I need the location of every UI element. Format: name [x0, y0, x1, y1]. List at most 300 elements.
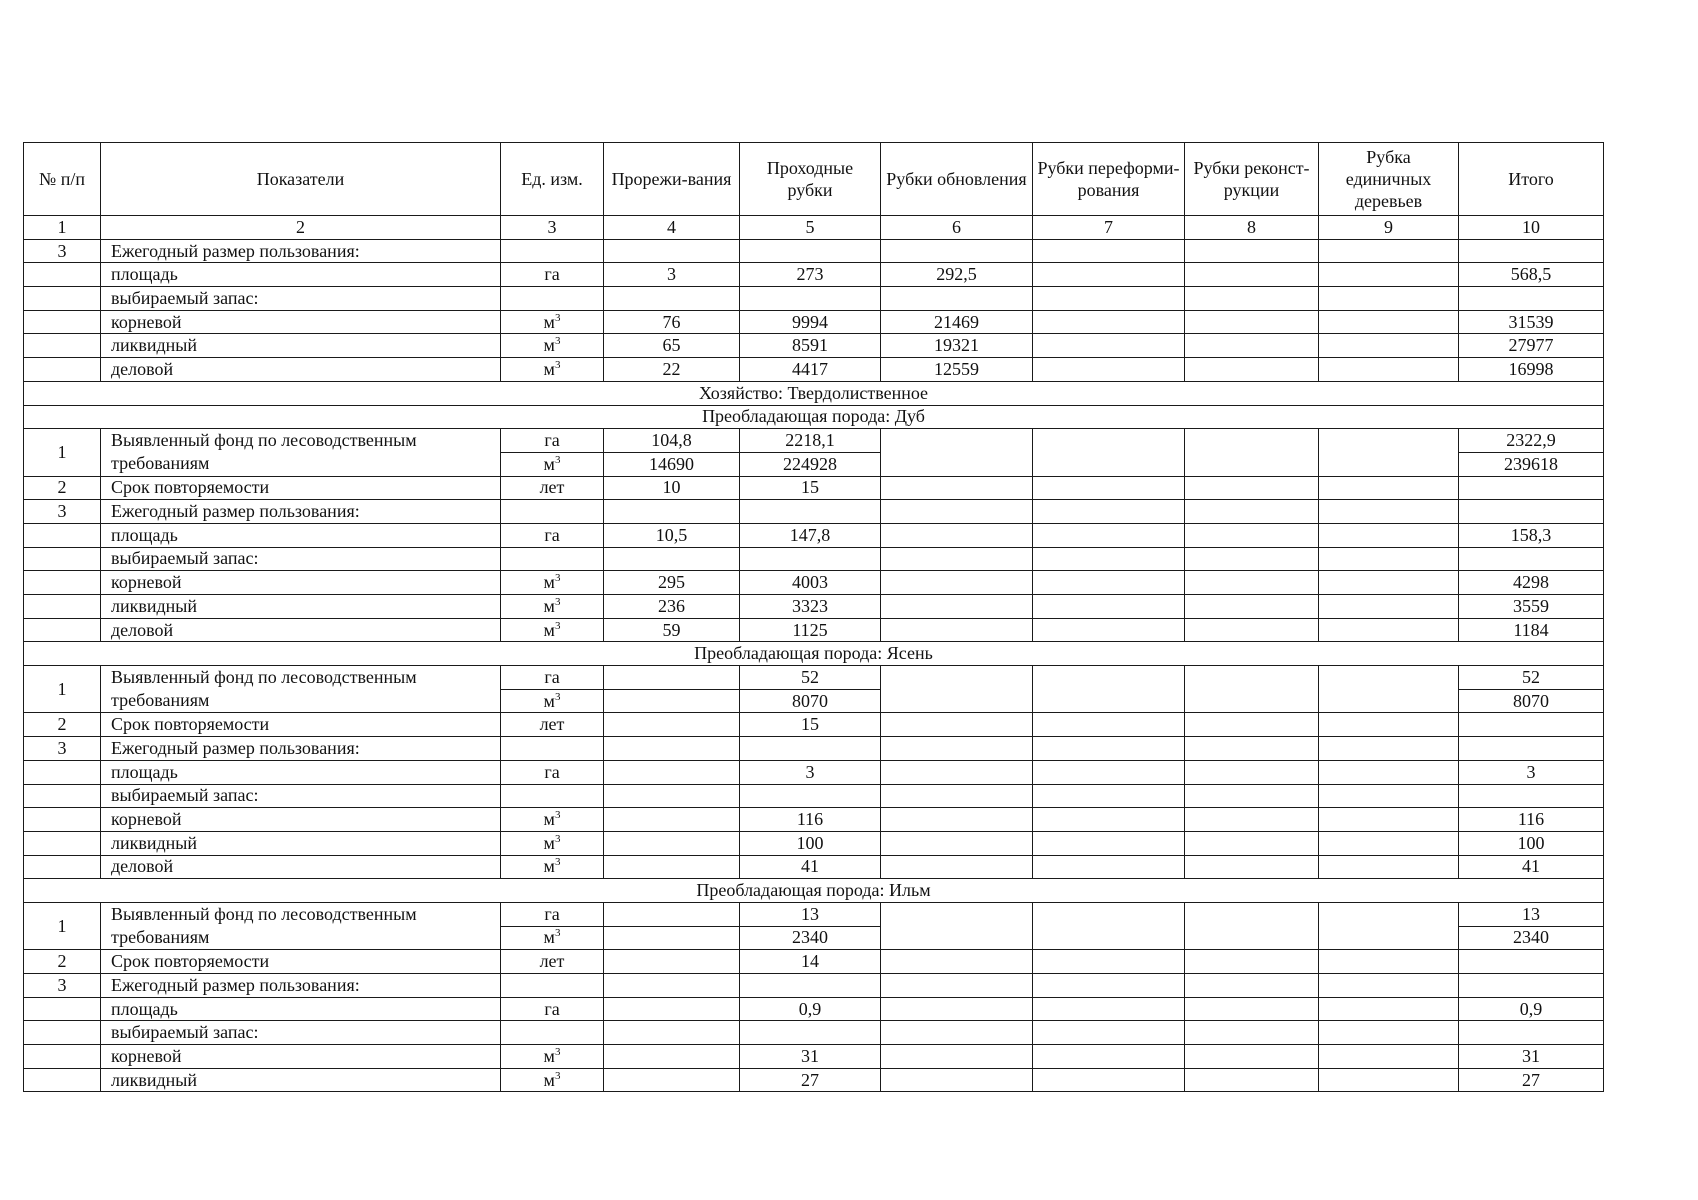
indicator-name: выбираемый запас:: [101, 547, 501, 571]
passage-cuts-value: 0,9: [740, 997, 881, 1021]
thinning-value: [604, 666, 740, 690]
forest-use-table: [23, 142, 1604, 1092]
empty-cell: [1319, 239, 1459, 263]
empty-cell: [1033, 974, 1185, 998]
passage-cuts-value: 52: [740, 666, 881, 690]
empty-cell: [881, 429, 1033, 476]
total-value: [1459, 239, 1604, 263]
fund-row-area: [24, 666, 1604, 690]
empty-cell: [1319, 855, 1459, 879]
renewal-cuts-value: [881, 808, 1033, 832]
section-title: Преобладающая порода: Ясень: [24, 642, 1604, 666]
empty-cell: [1185, 855, 1319, 879]
empty-cell: [1185, 997, 1319, 1021]
fund-row-area: [24, 429, 1604, 453]
unit-text: м: [543, 595, 555, 616]
total-value: [1459, 974, 1604, 998]
unit-exponent: 3: [554, 311, 561, 324]
passage-cuts-value: [740, 287, 881, 311]
thinning-value: [604, 500, 740, 524]
column-number: 8: [1185, 216, 1319, 240]
empty-cell: [1319, 429, 1459, 476]
table-row: [24, 737, 1604, 761]
empty-cell: [1319, 476, 1459, 500]
thinning-value: [604, 737, 740, 761]
empty-cell: [1185, 950, 1319, 974]
empty-cell: [1033, 1068, 1185, 1092]
empty-cell: [1185, 760, 1319, 784]
unit-text: м: [543, 690, 555, 711]
unit-cell: [501, 358, 604, 382]
renewal-cuts-value: [881, 1045, 1033, 1069]
unit-text: м: [543, 1069, 555, 1090]
header-cell-passage-cuts: Проходные рубки: [740, 143, 881, 216]
empty-cell: [1033, 855, 1185, 879]
unit-cell: [501, 974, 604, 998]
thinning-value: [604, 1045, 740, 1069]
passage-cuts-value: 9994: [740, 310, 881, 334]
column-number: 1: [24, 216, 101, 240]
passage-cuts-value: [740, 974, 881, 998]
unit-exponent: 3: [554, 453, 561, 466]
table-row: [24, 1068, 1604, 1092]
row-number: [24, 784, 101, 808]
unit-cell: лет: [501, 950, 604, 974]
renewal-cuts-value: [881, 476, 1033, 500]
renewal-cuts-value: [881, 855, 1033, 879]
thinning-value: 59: [604, 618, 740, 642]
empty-cell: [1319, 902, 1459, 949]
unit-cell: [501, 831, 604, 855]
thinning-value: [604, 831, 740, 855]
passage-cuts-value: 14: [740, 950, 881, 974]
table-row: [24, 713, 1604, 737]
empty-cell: [1185, 429, 1319, 476]
total-value: [1459, 547, 1604, 571]
empty-cell: [1033, 737, 1185, 761]
unit-exponent: 3: [554, 619, 561, 632]
table-row: [24, 239, 1604, 263]
total-value: [1459, 500, 1604, 524]
total-value: 2340: [1459, 926, 1604, 950]
unit-exponent: 3: [554, 572, 561, 585]
row-number: [24, 808, 101, 832]
unit-cell: [501, 547, 604, 571]
table-row: [24, 855, 1604, 879]
total-value: 568,5: [1459, 263, 1604, 287]
table-row: [24, 760, 1604, 784]
row-number: [24, 1021, 101, 1045]
table-row: [24, 523, 1604, 547]
empty-cell: [1033, 429, 1185, 476]
renewal-cuts-value: [881, 950, 1033, 974]
unit-text: м: [543, 927, 555, 948]
unit-cell: [501, 618, 604, 642]
empty-cell: [1319, 784, 1459, 808]
indicator-name: Выявленный фонд по лесоводственным требованиям: [101, 902, 501, 949]
empty-cell: [1319, 571, 1459, 595]
row-number: [24, 1068, 101, 1092]
unit-exponent: 3: [554, 690, 561, 703]
indicator-name: корневой: [101, 808, 501, 832]
indicator-name: деловой: [101, 618, 501, 642]
thinning-value: [604, 902, 740, 926]
empty-cell: [1185, 784, 1319, 808]
empty-cell: [1185, 263, 1319, 287]
row-number: [24, 263, 101, 287]
empty-cell: [1319, 950, 1459, 974]
section-row: [24, 405, 1604, 429]
renewal-cuts-value: [881, 713, 1033, 737]
passage-cuts-value: 273: [740, 263, 881, 287]
thinning-value: [604, 689, 740, 713]
total-value: [1459, 784, 1604, 808]
unit-text: м: [543, 453, 555, 474]
passage-cuts-value: 100: [740, 831, 881, 855]
row-number: 2: [24, 950, 101, 974]
header-cell-indicators: Показатели: [101, 143, 501, 216]
unit-text: м: [543, 358, 555, 379]
section-row: [24, 381, 1604, 405]
row-number: 1: [24, 666, 101, 713]
passage-cuts-value: [740, 784, 881, 808]
row-number: [24, 1045, 101, 1069]
row-number: [24, 287, 101, 311]
passage-cuts-value: 31: [740, 1045, 881, 1069]
total-value: [1459, 737, 1604, 761]
total-value: 31: [1459, 1045, 1604, 1069]
renewal-cuts-value: [881, 737, 1033, 761]
renewal-cuts-value: [881, 618, 1033, 642]
indicator-name: Ежегодный размер пользования:: [101, 239, 501, 263]
total-value: 239618: [1459, 452, 1604, 476]
row-number: 3: [24, 239, 101, 263]
indicator-name: Срок повторяемости: [101, 476, 501, 500]
unit-cell: [501, 310, 604, 334]
renewal-cuts-value: 21469: [881, 310, 1033, 334]
total-value: 13: [1459, 902, 1604, 926]
table-row: [24, 974, 1604, 998]
total-value: [1459, 950, 1604, 974]
row-number: [24, 358, 101, 382]
passage-cuts-value: 8070: [740, 689, 881, 713]
row-number: [24, 334, 101, 358]
row-number: 1: [24, 429, 101, 476]
thinning-value: [604, 1068, 740, 1092]
thinning-value: [604, 760, 740, 784]
empty-cell: [1033, 476, 1185, 500]
empty-cell: [1033, 760, 1185, 784]
passage-cuts-value: 224928: [740, 452, 881, 476]
indicator-name: корневой: [101, 310, 501, 334]
table-row: [24, 287, 1604, 311]
thinning-value: 3: [604, 263, 740, 287]
section-row: [24, 642, 1604, 666]
indicator-name: деловой: [101, 358, 501, 382]
passage-cuts-value: 4003: [740, 571, 881, 595]
table-row: [24, 1021, 1604, 1045]
row-number: [24, 523, 101, 547]
passage-cuts-value: 2218,1: [740, 429, 881, 453]
table-row: [24, 784, 1604, 808]
unit-exponent: 3: [554, 358, 561, 371]
empty-cell: [1185, 666, 1319, 713]
column-number: 4: [604, 216, 740, 240]
renewal-cuts-value: [881, 571, 1033, 595]
empty-cell: [1033, 713, 1185, 737]
empty-cell: [1319, 595, 1459, 619]
indicator-name: ликвидный: [101, 595, 501, 619]
table-row: [24, 595, 1604, 619]
total-value: [1459, 1021, 1604, 1045]
thinning-value: [604, 808, 740, 832]
unit-cell: га: [501, 523, 604, 547]
empty-cell: [1319, 523, 1459, 547]
empty-cell: [1185, 595, 1319, 619]
row-number: 2: [24, 476, 101, 500]
unit-text: м: [543, 832, 555, 853]
thinning-value: [604, 239, 740, 263]
indicator-name: Выявленный фонд по лесоводственным требованиям: [101, 429, 501, 476]
column-number: 7: [1033, 216, 1185, 240]
table-row: [24, 618, 1604, 642]
empty-cell: [1319, 334, 1459, 358]
row-number: [24, 855, 101, 879]
table-row: [24, 1045, 1604, 1069]
table-row: [24, 808, 1604, 832]
renewal-cuts-value: [881, 547, 1033, 571]
indicator-name: Ежегодный размер пользования:: [101, 737, 501, 761]
unit-exponent: 3: [554, 809, 561, 822]
empty-cell: [1319, 618, 1459, 642]
total-value: 2322,9: [1459, 429, 1604, 453]
unit-text: м: [543, 311, 555, 332]
table-header: [24, 143, 1604, 216]
empty-cell: [1033, 287, 1185, 311]
unit-text: м: [543, 619, 555, 640]
total-value: 3559: [1459, 595, 1604, 619]
renewal-cuts-value: [881, 500, 1033, 524]
thinning-value: 14690: [604, 452, 740, 476]
total-value: 41: [1459, 855, 1604, 879]
row-number: [24, 618, 101, 642]
section-title: Хозяйство: Твердолиственное: [24, 381, 1604, 405]
renewal-cuts-value: [881, 287, 1033, 311]
empty-cell: [1185, 808, 1319, 832]
unit-cell: [501, 808, 604, 832]
row-number: [24, 997, 101, 1021]
column-number: 10: [1459, 216, 1604, 240]
header-cell-reformation-cuts: Рубки переформи-рования: [1033, 143, 1185, 216]
table-row: [24, 547, 1604, 571]
unit-exponent: 3: [554, 832, 561, 845]
total-value: [1459, 287, 1604, 311]
indicator-name: корневой: [101, 571, 501, 595]
empty-cell: [1033, 263, 1185, 287]
empty-cell: [1319, 310, 1459, 334]
unit-cell: га: [501, 263, 604, 287]
total-value: [1459, 713, 1604, 737]
empty-cell: [1185, 831, 1319, 855]
empty-cell: [1033, 902, 1185, 949]
unit-cell: [501, 595, 604, 619]
total-value: 27977: [1459, 334, 1604, 358]
empty-cell: [1033, 547, 1185, 571]
table-row: [24, 950, 1604, 974]
indicator-name: ликвидный: [101, 334, 501, 358]
empty-cell: [1185, 737, 1319, 761]
unit-text: м: [543, 572, 555, 593]
indicator-name: Срок повторяемости: [101, 950, 501, 974]
empty-cell: [1319, 1021, 1459, 1045]
unit-cell: [501, 1068, 604, 1092]
header-cell-no: № п/п: [24, 143, 101, 216]
row-number: [24, 831, 101, 855]
empty-cell: [1033, 784, 1185, 808]
thinning-value: 65: [604, 334, 740, 358]
empty-cell: [1033, 500, 1185, 524]
empty-cell: [1185, 310, 1319, 334]
table-row: [24, 310, 1604, 334]
thinning-value: [604, 547, 740, 571]
empty-cell: [881, 902, 1033, 949]
section-title: Преобладающая порода: Ильм: [24, 879, 1604, 903]
passage-cuts-value: 27: [740, 1068, 881, 1092]
empty-cell: [1319, 831, 1459, 855]
table-row: [24, 476, 1604, 500]
unit-exponent: 3: [554, 856, 561, 869]
row-number: [24, 760, 101, 784]
thinning-value: 10,5: [604, 523, 740, 547]
table-row: [24, 358, 1604, 382]
passage-cuts-value: 1125: [740, 618, 881, 642]
header-cell-renewal-cuts: Рубки обновления: [881, 143, 1033, 216]
unit-cell: га: [501, 429, 604, 453]
column-number: 5: [740, 216, 881, 240]
total-value: 31539: [1459, 310, 1604, 334]
total-value: 1184: [1459, 618, 1604, 642]
column-number: 2: [101, 216, 501, 240]
passage-cuts-value: [740, 1021, 881, 1045]
unit-cell: [501, 239, 604, 263]
renewal-cuts-value: 19321: [881, 334, 1033, 358]
empty-cell: [1033, 666, 1185, 713]
total-value: 52: [1459, 666, 1604, 690]
thinning-value: [604, 997, 740, 1021]
renewal-cuts-value: [881, 1021, 1033, 1045]
renewal-cuts-value: 12559: [881, 358, 1033, 382]
table-row: [24, 571, 1604, 595]
unit-cell: [501, 571, 604, 595]
renewal-cuts-value: 292,5: [881, 263, 1033, 287]
empty-cell: [1185, 239, 1319, 263]
empty-cell: [1033, 950, 1185, 974]
indicator-name: ликвидный: [101, 831, 501, 855]
empty-cell: [1033, 571, 1185, 595]
total-value: 8070: [1459, 689, 1604, 713]
renewal-cuts-value: [881, 523, 1033, 547]
empty-cell: [1319, 997, 1459, 1021]
empty-cell: [1185, 523, 1319, 547]
unit-cell: лет: [501, 476, 604, 500]
row-number: 3: [24, 974, 101, 998]
indicator-name: площадь: [101, 760, 501, 784]
thinning-value: 104,8: [604, 429, 740, 453]
section-row: [24, 879, 1604, 903]
unit-text: м: [543, 809, 555, 830]
thinning-value: 236: [604, 595, 740, 619]
unit-cell: [501, 1021, 604, 1045]
row-number: [24, 547, 101, 571]
total-value: 27: [1459, 1068, 1604, 1092]
empty-cell: [1319, 547, 1459, 571]
empty-cell: [1033, 997, 1185, 1021]
table-row: [24, 263, 1604, 287]
passage-cuts-value: 13: [740, 902, 881, 926]
unit-cell: га: [501, 760, 604, 784]
empty-cell: [1033, 239, 1185, 263]
passage-cuts-value: 3323: [740, 595, 881, 619]
empty-cell: [1319, 808, 1459, 832]
empty-cell: [1185, 358, 1319, 382]
header-cell-unit: Ед. изм.: [501, 143, 604, 216]
unit-cell: га: [501, 997, 604, 1021]
empty-cell: [1185, 476, 1319, 500]
total-value: 16998: [1459, 358, 1604, 382]
empty-cell: [1033, 808, 1185, 832]
passage-cuts-value: 147,8: [740, 523, 881, 547]
indicator-name: Выявленный фонд по лесоводственным требованиям: [101, 666, 501, 713]
unit-cell: [501, 452, 604, 476]
row-number: [24, 571, 101, 595]
passage-cuts-value: 3: [740, 760, 881, 784]
empty-cell: [1319, 1045, 1459, 1069]
thinning-value: [604, 713, 740, 737]
empty-cell: [1319, 1068, 1459, 1092]
empty-cell: [1033, 334, 1185, 358]
thinning-value: [604, 1021, 740, 1045]
header-row: [24, 143, 1604, 216]
passage-cuts-value: [740, 547, 881, 571]
renewal-cuts-value: [881, 760, 1033, 784]
indicator-name: площадь: [101, 523, 501, 547]
unit-cell: га: [501, 666, 604, 690]
empty-cell: [1033, 618, 1185, 642]
empty-cell: [1185, 547, 1319, 571]
thinning-value: 10: [604, 476, 740, 500]
empty-cell: [1185, 500, 1319, 524]
empty-cell: [1185, 713, 1319, 737]
empty-cell: [1033, 831, 1185, 855]
empty-cell: [1033, 1021, 1185, 1045]
thinning-value: [604, 974, 740, 998]
thinning-value: 22: [604, 358, 740, 382]
passage-cuts-value: 4417: [740, 358, 881, 382]
indicator-name: ликвидный: [101, 1068, 501, 1092]
unit-text: м: [543, 1045, 555, 1066]
unit-cell: [501, 500, 604, 524]
passage-cuts-value: 116: [740, 808, 881, 832]
passage-cuts-value: 8591: [740, 334, 881, 358]
column-number: 6: [881, 216, 1033, 240]
indicator-name: Срок повторяемости: [101, 713, 501, 737]
unit-exponent: 3: [554, 1069, 561, 1082]
passage-cuts-value: [740, 239, 881, 263]
empty-cell: [1185, 974, 1319, 998]
empty-cell: [1185, 1045, 1319, 1069]
indicator-name: выбираемый запас:: [101, 784, 501, 808]
unit-exponent: 3: [554, 335, 561, 348]
